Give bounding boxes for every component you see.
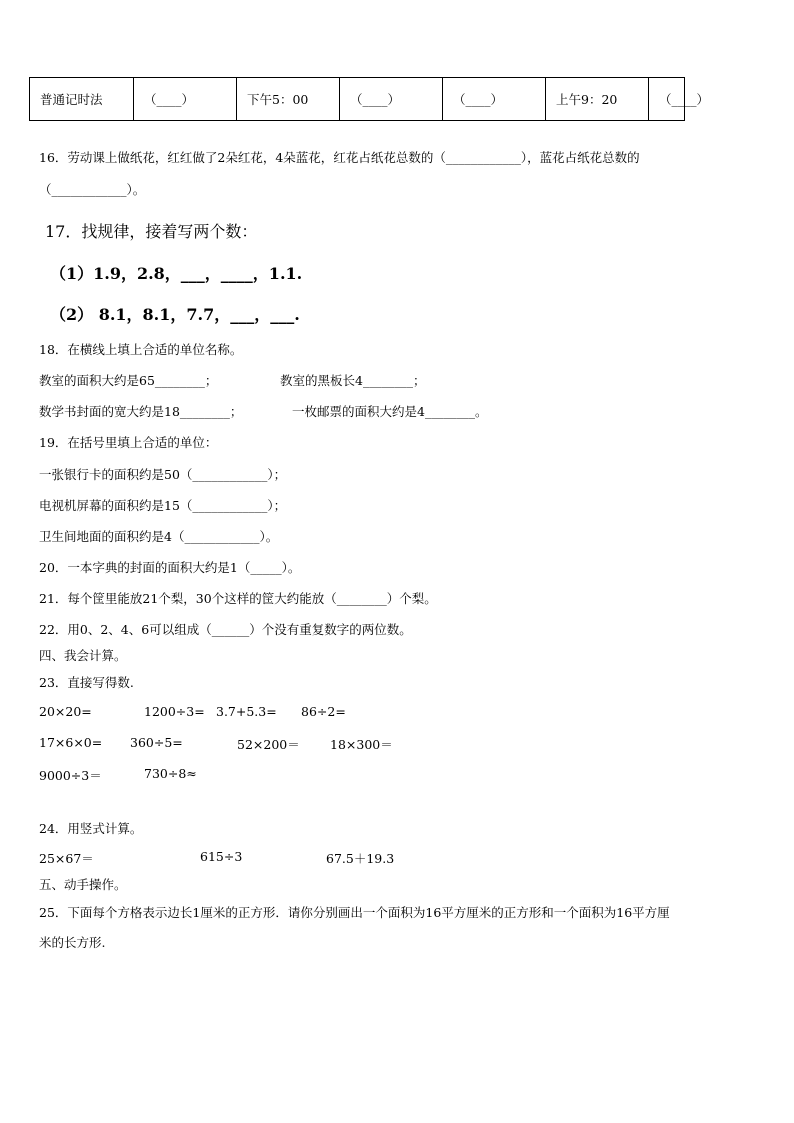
q19-item-c: 卫生间地面的面积约是4（____________）。 (39, 529, 279, 544)
table-cell-blank[interactable]: （____） (134, 78, 237, 121)
q23-expr: 20×20= (39, 704, 92, 719)
q21: 21．每个筐里能放21个梨，30个这样的筐大约能放（________）个梨。 (39, 591, 437, 606)
table-cell-blank[interactable]: （____） (443, 78, 546, 121)
section-4-heading: 四、我会计算。 (39, 648, 127, 663)
q16-line1: 16．劳动课上做纸花，红红做了2朵红花，4朵蓝花，红花占纸花总数的（____________），蓝花占纸花总数的 (39, 150, 640, 165)
q23-title: 23．直接写得数. (39, 675, 134, 690)
q23-expr: 3.7+5.3= (216, 704, 277, 719)
table-row (30, 78, 685, 121)
time-table (29, 77, 710, 121)
q18-item-a: 教室的面积大约是65________； (39, 373, 218, 388)
q16-line2: （____________）。 (39, 182, 146, 197)
table-cell-time: 下午5：00 (237, 78, 340, 121)
q23-expr: 86÷2= (301, 704, 346, 719)
q23-expr: 52×200＝ (237, 737, 300, 752)
q18-item-c: 数学书封面的宽大约是18________； (39, 404, 243, 419)
q25-line1: 25．下面每个方格表示边长1厘米的正方形．请你分别画出一个面积为16平方厘米的正方形和一个面积为16平方厘 (39, 905, 670, 920)
q18-item-b: 教室的黑板长4________； (280, 373, 426, 388)
section-5-heading: 五、动手操作。 (39, 877, 127, 892)
q25-line2: 米的长方形. (39, 935, 106, 950)
q18-title: 18．在横线上填上合适的单位名称。 (39, 342, 243, 357)
q18-item-d: 一枚邮票的面积大约是4________。 (292, 404, 488, 419)
q24-title: 24．用竖式计算。 (39, 821, 143, 836)
q23-expr: 730÷8≈ (144, 766, 197, 781)
table-cell-blank[interactable]: （____） (340, 78, 443, 121)
q20: 20．一本字典的封面的面积大约是1（_____）。 (39, 560, 301, 575)
q23-expr: 360÷5= (130, 735, 183, 750)
q23-expr: 1200÷3= (144, 704, 205, 719)
q19-item-b: 电视机屏幕的面积约是15（____________）； (39, 498, 287, 513)
q24-expr: 615÷3 (200, 849, 243, 864)
q23-expr: 17×6×0= (39, 735, 103, 750)
table-cell-header: 普通记时法 (30, 78, 134, 121)
q23-expr: 9000÷3＝ (39, 768, 102, 783)
q17-title: 17．找规律，接着写两个数： (45, 222, 258, 241)
table-cell-blank[interactable]: （____） (649, 78, 685, 121)
q24-expr: 67.5＋19.3 (326, 851, 395, 866)
q23-expr: 18×300＝ (330, 737, 393, 752)
q19-item-a: 一张银行卡的面积约是50（____________）； (39, 467, 287, 482)
q24-expr: 25×67＝ (39, 851, 94, 866)
q17-part2: （2） 8.1，8.1，7.7，___，___. (50, 305, 300, 324)
q19-title: 19．在括号里填上合适的单位： (39, 435, 218, 450)
q17-part1: （1）1.9，2.8，___，____，1.1. (50, 264, 303, 283)
q22: 22．用0、2、4、6可以组成（______）个没有重复数字的两位数。 (39, 622, 412, 637)
table-cell-time: 上午9：20 (546, 78, 649, 121)
